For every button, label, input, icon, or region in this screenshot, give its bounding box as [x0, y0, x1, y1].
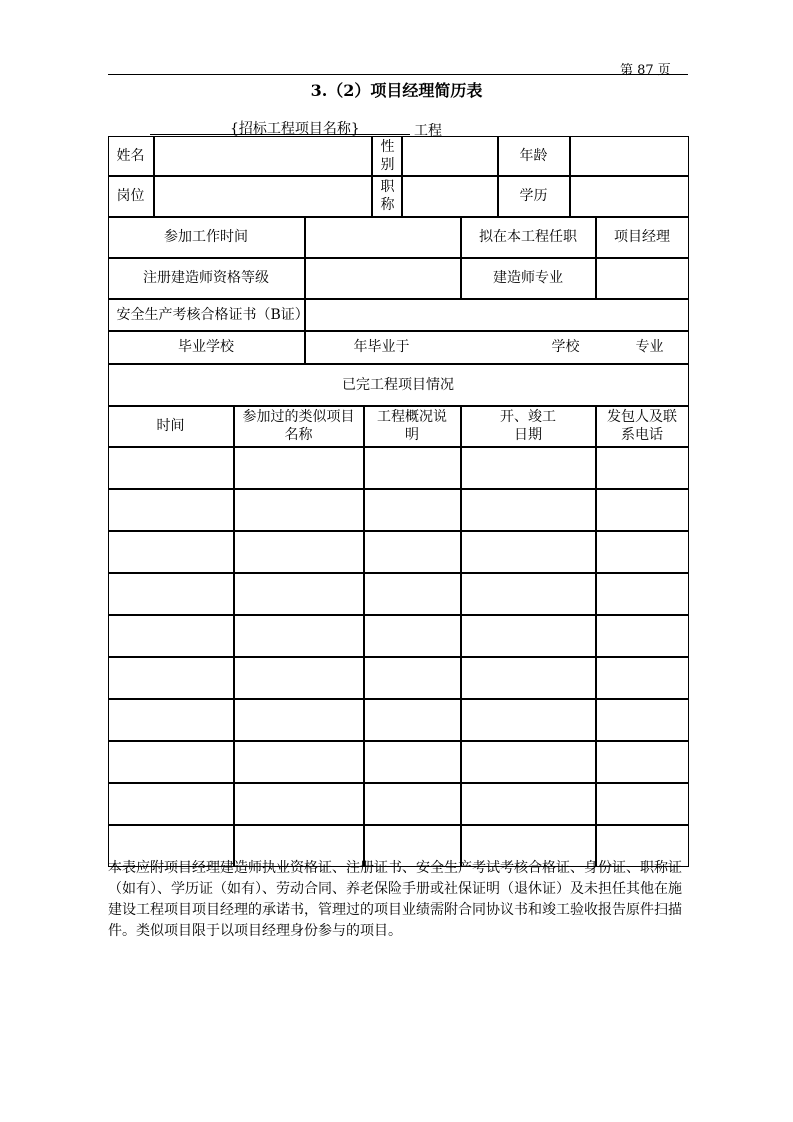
table-cell[interactable]	[108, 699, 234, 741]
table-cell[interactable]	[108, 489, 234, 531]
safety-cert-field[interactable]	[305, 299, 689, 331]
major-label: 专业	[635, 339, 664, 355]
table-cell[interactable]	[364, 531, 461, 573]
table-cell[interactable]	[364, 573, 461, 615]
table-cell[interactable]	[596, 783, 689, 825]
footnote: 本表应附项目经理建造师执业资格证、注册证书、安全生产考试考核合格证、身份证、职称证（如有）、学历证（如有）、劳动合同、养老保险手册或社保证明（退休证）及未担任其他在施建设工程项目项目经理的承诺书，管理过的项目业绩需附合同协议书和竣工验收报告原件扫描件。类似项目限于以项目经理身份参与的项目。	[108, 860, 682, 939]
table-cell[interactable]	[234, 489, 364, 531]
table-cell[interactable]	[364, 783, 461, 825]
age-field[interactable]	[570, 136, 689, 176]
title-label: 职 称	[372, 176, 402, 217]
education-field[interactable]	[570, 176, 689, 217]
position-label: 岗位	[108, 176, 154, 217]
table-cell[interactable]	[461, 783, 596, 825]
table-cell[interactable]	[234, 699, 364, 741]
safety-cert-label: 安全生产考核合格证书（B证）	[108, 299, 305, 331]
table-cell[interactable]	[461, 447, 596, 489]
age-label: 年龄	[498, 136, 570, 176]
table-cell[interactable]	[234, 531, 364, 573]
projects-header-1: 参加过的类似项目 名称	[234, 406, 364, 447]
table-cell[interactable]	[108, 657, 234, 699]
table-cell[interactable]	[234, 447, 364, 489]
completed-projects-label: 已完工程项目情况	[108, 364, 689, 406]
table-cell[interactable]	[461, 573, 596, 615]
name-label: 姓名	[108, 136, 154, 176]
table-cell[interactable]	[596, 657, 689, 699]
proposed-role-value: 项目经理	[596, 217, 689, 258]
projects-header-0: 时间	[108, 406, 234, 447]
title-field[interactable]	[402, 176, 498, 217]
table-cell[interactable]	[364, 615, 461, 657]
table-cell[interactable]	[364, 699, 461, 741]
resume-grid	[108, 136, 689, 846]
gender-label: 性 别	[372, 136, 402, 176]
table-cell[interactable]	[108, 741, 234, 783]
table-cell[interactable]	[234, 657, 364, 699]
table-cell[interactable]	[596, 489, 689, 531]
table-cell[interactable]	[461, 657, 596, 699]
table-cell[interactable]	[234, 573, 364, 615]
graduation-field[interactable]	[305, 331, 689, 364]
position-field[interactable]	[154, 176, 372, 217]
table-cell[interactable]	[364, 447, 461, 489]
table-cell[interactable]	[234, 615, 364, 657]
table-cell[interactable]	[461, 489, 596, 531]
page-title: 3.（2）项目经理简历表	[310, 81, 483, 100]
education-label: 学历	[498, 176, 570, 217]
year-graduated-label: 年毕业于	[353, 339, 410, 355]
table-cell[interactable]	[461, 615, 596, 657]
page-number: 第 87 页	[620, 63, 671, 78]
constructor-level-label: 注册建造师资格等级	[108, 258, 305, 299]
proposed-role-label: 拟在本工程任职	[461, 217, 596, 258]
table-cell[interactable]	[364, 489, 461, 531]
project-suffix: 工程	[414, 123, 442, 139]
table-cell[interactable]	[364, 657, 461, 699]
table-cell[interactable]	[108, 615, 234, 657]
table-cell[interactable]	[108, 783, 234, 825]
table-cell[interactable]	[108, 447, 234, 489]
school-label: 学校	[551, 339, 580, 355]
name-field[interactable]	[154, 136, 372, 176]
project-name-field[interactable]: {招标工程项目名称}	[150, 118, 410, 135]
constructor-level-field[interactable]	[305, 258, 461, 299]
graduated-label: 毕业学校	[108, 331, 305, 364]
table-cell[interactable]	[596, 573, 689, 615]
header-rule	[108, 74, 688, 75]
table-cell[interactable]	[461, 699, 596, 741]
constructor-major-field[interactable]	[596, 258, 689, 299]
table-cell[interactable]	[596, 531, 689, 573]
table-cell[interactable]	[234, 741, 364, 783]
work-start-label: 参加工作时间	[108, 217, 305, 258]
table-cell[interactable]	[596, 699, 689, 741]
table-cell[interactable]	[364, 741, 461, 783]
work-start-field[interactable]	[305, 217, 461, 258]
table-cell[interactable]	[596, 447, 689, 489]
table-cell[interactable]	[596, 741, 689, 783]
projects-header-2: 工程概况说 明	[364, 406, 461, 447]
table-cell[interactable]	[234, 783, 364, 825]
table-cell[interactable]	[596, 615, 689, 657]
table-cell[interactable]	[108, 573, 234, 615]
gender-field[interactable]	[402, 136, 498, 176]
constructor-major-label: 建造师专业	[461, 258, 596, 299]
table-cell[interactable]	[461, 741, 596, 783]
projects-header-3: 开、竣工 日期	[461, 406, 596, 447]
table-cell[interactable]	[461, 531, 596, 573]
projects-header-4: 发包人及联 系电话	[596, 406, 689, 447]
table-cell[interactable]	[108, 531, 234, 573]
